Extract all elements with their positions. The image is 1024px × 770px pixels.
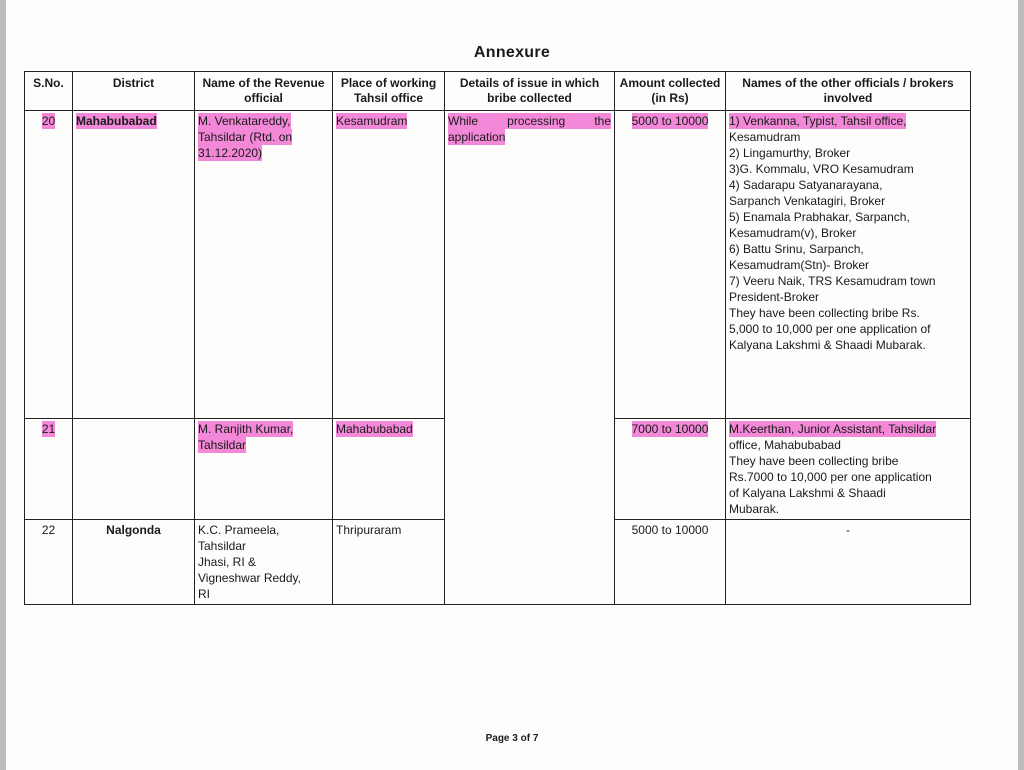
cell-district xyxy=(73,111,195,419)
official-name xyxy=(198,113,292,161)
sno-value: 20 xyxy=(41,114,56,128)
sno-value: 21 xyxy=(41,422,56,436)
document-page xyxy=(6,0,1018,770)
official-line: RI xyxy=(198,587,210,601)
cell-place xyxy=(333,419,445,520)
others-line: 3)G. Kommalu, VRO Kesamudram xyxy=(729,162,914,176)
others-line: 7) Veeru Naik, TRS Kesamudram town xyxy=(729,274,936,288)
page-title: Annexure xyxy=(473,44,551,61)
others-line: 5,000 to 10,000 per one application of xyxy=(729,322,931,336)
others-value: - xyxy=(846,523,850,537)
cell-district xyxy=(73,520,195,605)
place-value: Kesamudram xyxy=(336,114,408,128)
official-line: Jhasi, RI & xyxy=(198,555,257,569)
header-details: Details of issue in which bribe collected xyxy=(445,72,615,111)
table-header-row xyxy=(25,72,971,111)
cell-sno xyxy=(25,111,73,419)
others-line: President-Broker xyxy=(729,290,820,304)
cell-official xyxy=(195,419,333,520)
cell-place xyxy=(333,111,445,419)
cell-amount xyxy=(615,419,726,520)
others-line: They have been collecting bribe Rs. xyxy=(729,306,920,320)
sno-value: 22 xyxy=(41,523,56,537)
others-line: 5) Enamala Prabhakar, Sarpanch, xyxy=(729,210,910,224)
place-value: Mahabubabad xyxy=(336,422,413,436)
others-line: Kalyana Lakshmi & Shaadi Mubarak. xyxy=(729,338,926,352)
official-line: Tahsildar (Rtd. on xyxy=(198,130,293,144)
amount-value: 5000 to 10000 xyxy=(631,523,709,537)
amount-value: 7000 to 10000 xyxy=(631,422,709,436)
amount-value: 5000 to 10000 xyxy=(631,114,709,128)
others-line xyxy=(729,113,906,129)
others-line: Kesamudram xyxy=(729,130,801,144)
others-text: 1) Venkanna, Typist, Tahsil office, xyxy=(729,114,907,128)
header-district: District xyxy=(73,72,195,111)
others-line: Kesamudram(v), Broker xyxy=(729,226,857,240)
others-line xyxy=(729,421,936,437)
cell-amount xyxy=(615,111,726,419)
official-line: Vigneshwar Reddy, xyxy=(198,571,301,585)
cell-sno xyxy=(25,419,73,520)
district-value: Mahabubabad xyxy=(76,114,157,128)
place-value: Thripuraram xyxy=(336,523,402,537)
cell-place xyxy=(333,520,445,605)
header-official: Name of the Revenue official xyxy=(195,72,333,111)
details-value: While processing the application xyxy=(448,114,611,144)
others-line: 2) Lingamurthy, Broker xyxy=(729,146,851,160)
cell-others xyxy=(726,111,971,419)
cell-official xyxy=(195,111,333,419)
header-sno: S.No. xyxy=(25,72,73,111)
others-line: Mubarak. xyxy=(729,502,780,516)
cell-sno xyxy=(25,520,73,605)
others-line: Sarpanch Venkatagiri, Broker xyxy=(729,194,886,208)
cell-others xyxy=(726,419,971,520)
official-line: M. Ranjith Kumar, xyxy=(198,422,294,436)
annexure-table xyxy=(24,71,971,605)
others-line: of Kalyana Lakshmi & Shaadi xyxy=(729,486,886,500)
table-row xyxy=(25,111,971,419)
scan-edge-right xyxy=(1018,0,1024,770)
official-line: Tahsildar xyxy=(198,539,247,553)
cell-district xyxy=(73,419,195,520)
others-line: 6) Battu Srinu, Sarpanch, xyxy=(729,242,864,256)
official-line: M. Venkatareddy, xyxy=(198,114,291,128)
official-line: 31.12.2020) xyxy=(198,146,263,160)
official-line: K.C. Prameela, xyxy=(198,523,280,537)
others-line: Rs.7000 to 10,000 per one application xyxy=(729,470,932,484)
header-place: Place of working Tahsil office xyxy=(333,72,445,111)
cell-details xyxy=(445,111,615,605)
district-value: Nalgonda xyxy=(106,523,161,537)
cell-others xyxy=(726,520,971,605)
others-line: office, Mahabubabad xyxy=(729,438,841,452)
cell-amount xyxy=(615,520,726,605)
cell-official xyxy=(195,520,333,605)
official-name xyxy=(198,421,293,453)
header-amount: Amount collected (in Rs) xyxy=(615,72,726,111)
others-text: M.Keerthan, Junior Assistant, Tahsildar xyxy=(729,422,937,436)
official-line: Tahsildar xyxy=(198,438,247,452)
others-line: Kesamudram(Stn)- Broker xyxy=(729,258,870,272)
header-others: Names of the other officials / brokers involved xyxy=(726,72,971,111)
others-line: 4) Sadarapu Satyanarayana, xyxy=(729,178,883,192)
page-footer: Page 3 of 7 xyxy=(485,733,539,744)
others-line: They have been collecting bribe xyxy=(729,454,899,468)
